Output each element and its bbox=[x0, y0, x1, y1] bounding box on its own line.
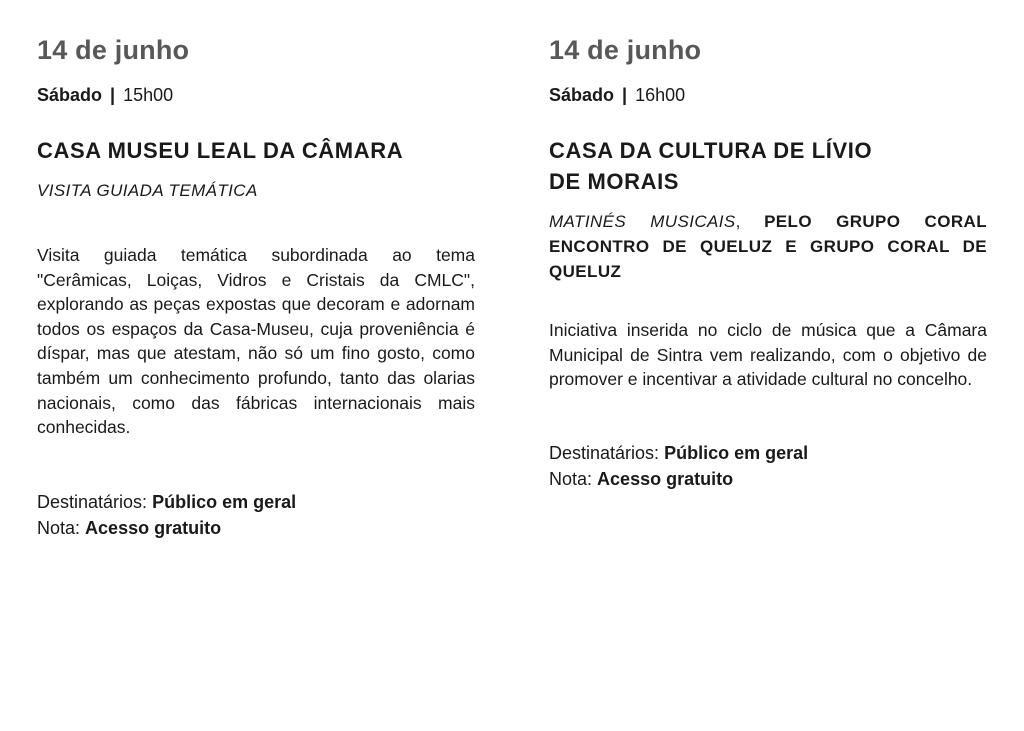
event-date: 14 de junho bbox=[549, 35, 702, 65]
audience-line bbox=[549, 440, 987, 466]
note-line bbox=[37, 515, 475, 541]
event-venue bbox=[549, 135, 987, 197]
separator: | bbox=[622, 85, 628, 105]
audience-label: Destinatários: bbox=[37, 491, 148, 512]
event-type: MATINÉS MUSICAIS bbox=[549, 212, 736, 231]
event-right bbox=[549, 30, 987, 492]
audience-value: Público em geral bbox=[152, 491, 297, 512]
note-value: Acesso gratuito bbox=[597, 468, 734, 489]
audience-label: Destinatários: bbox=[549, 442, 660, 463]
event-type: VISITA GUIADA TEMÁTICA bbox=[37, 181, 258, 200]
note-value: Acesso gratuito bbox=[85, 517, 222, 538]
event-description: Visita guiada temática subordinada ao tema "Cerâmicas, Loiças, Vidros e Cristais da CMLC", explorando as peças expostas que decoram e adornam todos os espaços da Casa-Museu, cuja proveniência é díspar, mas que atestam, não só um fino gosto, como também um conhecimento profundo, tanto das olarias nacionais, como das fábricas internacionais mais conhecidas. bbox=[37, 245, 475, 438]
event-day: Sábado bbox=[37, 85, 103, 105]
note-label: Nota: bbox=[37, 517, 81, 538]
note-label: Nota: bbox=[549, 468, 593, 489]
event-venue: CASA MUSEU LEAL DA CÂMARA bbox=[37, 138, 404, 163]
event-day-time bbox=[549, 83, 987, 107]
event-meta bbox=[549, 440, 987, 492]
audience-value: Público em geral bbox=[664, 442, 809, 463]
event-time: 15h00 bbox=[123, 85, 174, 105]
subtitle-joiner: , bbox=[735, 212, 765, 231]
event-meta bbox=[37, 489, 475, 541]
event-description: Iniciativa inserida no ciclo de música que a Câmara Municipal de Sintra vem realizando, com o objetivo de promover e incentivar a atividade cultural no concelho. bbox=[549, 320, 987, 390]
event-subtitle bbox=[549, 209, 987, 284]
event-date: 14 de junho bbox=[37, 35, 190, 65]
event-day: Sábado bbox=[549, 85, 615, 105]
event-day-time bbox=[37, 83, 475, 107]
separator: | bbox=[110, 85, 116, 105]
event-time: 16h00 bbox=[635, 85, 686, 105]
event-venue-line-2: DE MORAIS bbox=[549, 169, 680, 194]
note-line bbox=[549, 466, 987, 492]
event-subtitle bbox=[37, 178, 475, 203]
event-performers: PELO GRUPO CORAL ENCONTRO DE QUELUZ E GRUPO CORAL DE QUELUZ bbox=[549, 212, 987, 281]
event-left bbox=[37, 30, 475, 541]
audience-line bbox=[37, 489, 475, 515]
event-venue-line-1: CASA DA CULTURA DE LÍVIO bbox=[549, 138, 873, 163]
